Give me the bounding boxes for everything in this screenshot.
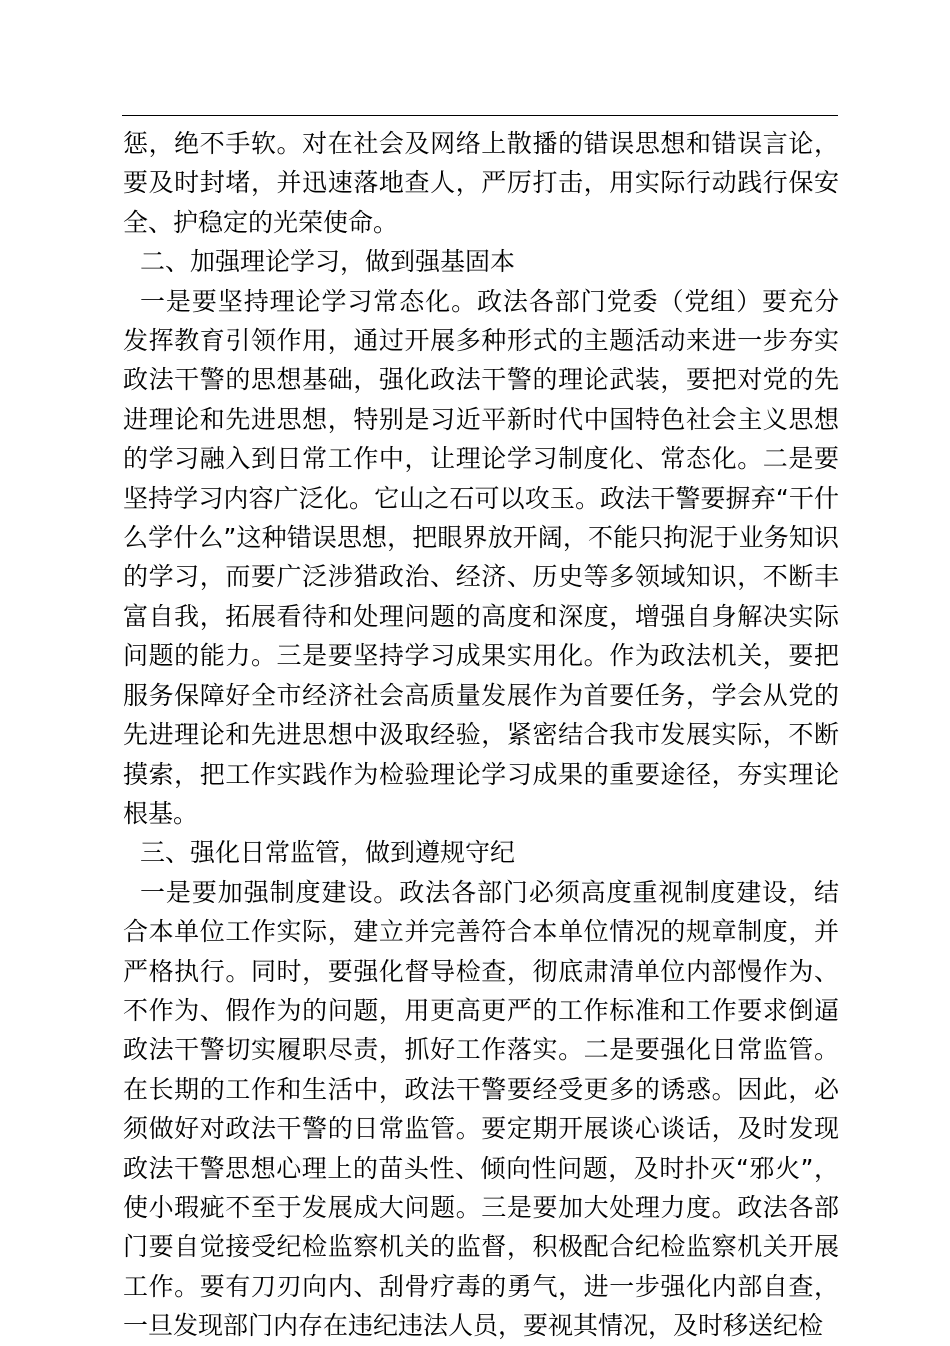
header-rule [122,115,838,116]
document-body [123,124,839,1346]
paragraph-continued: 惩，绝不手软。对在社会及网络上散播的错误思想和错误言论，要及时封堵，并迅速落地查人，严厉打击，用实际行动践行保安全、护稳定的光荣使命。 [123,129,839,237]
paragraph-daily-supervision: 一是要加强制度建设。政法各部门必须高度重视制度建设，结合本单位工作实际，建立并完善符合本单位情况的规章制度，并严格执行。同时，要强化督导检查，彻底肃清单位内部慢作为、不作为、假作为的问题，用更高更严的工作标准和工作要求倒逼政法干警切实履职尽责，抓好工作落实。二是要强化日常监管。在长期的工作和生活中，政法干警要经受更多的诱惑。因此，必须做好对政法干警的日常监管。要定期开展谈心谈话，及时发现政法干警思想心理上的苗头性、倾向性问题，及时扑灭“邪火”，使小瑕疵不至于发展成大问题。三是要加大处理力度。政法各部门要自觉接受纪检监察机关的监督，积极配合纪检监察机关开展工作。要有刀刃向内、刮骨疗毒的勇气，进一步强化内部自查，一旦发现部门内存在违纪违法人员，要视其情况，及时移送纪检 [123,877,839,1341]
paragraph-theory-study: 一是要坚持理论学习常态化。政法各部门党委（党组）要充分发挥教育引领作用，通过开展多种形式的主题活动来进一步夯实政法干警的思想基础，强化政法干警的理论武装，要把对党的先进理论和先进思想，特别是习近平新时代中国特色社会主义思想的学习融入到日常工作中，让理论学习制度化、常态化。二是要坚持学习内容广泛化。它山之石可以攻玉。政法干警要摒弃“干什么学什么”这种错误思想，把眼界放开阔，不能只拘泥于业务知识的学习，而要广泛涉猎政治、经济、历史等多领域知识，不断丰富自我，拓展看待和处理问题的高度和深度，增强自身解决实际问题的能力。三是要坚持学习成果实用化。作为政法机关，要把服务保障好全市经济社会高质量发展作为首要任务，学会从党的先进理论和先进思想中汲取经验，紧密结合我市发展实际，不断摸索，把工作实践作为检验理论学习成果的重要途径，夯实理论根基。 [123,286,839,828]
section-heading-3: 三、强化日常监管，做到遵规守纪 [140,838,516,868]
section-heading-2: 二、加强理论学习，做到强基固本 [140,247,516,277]
